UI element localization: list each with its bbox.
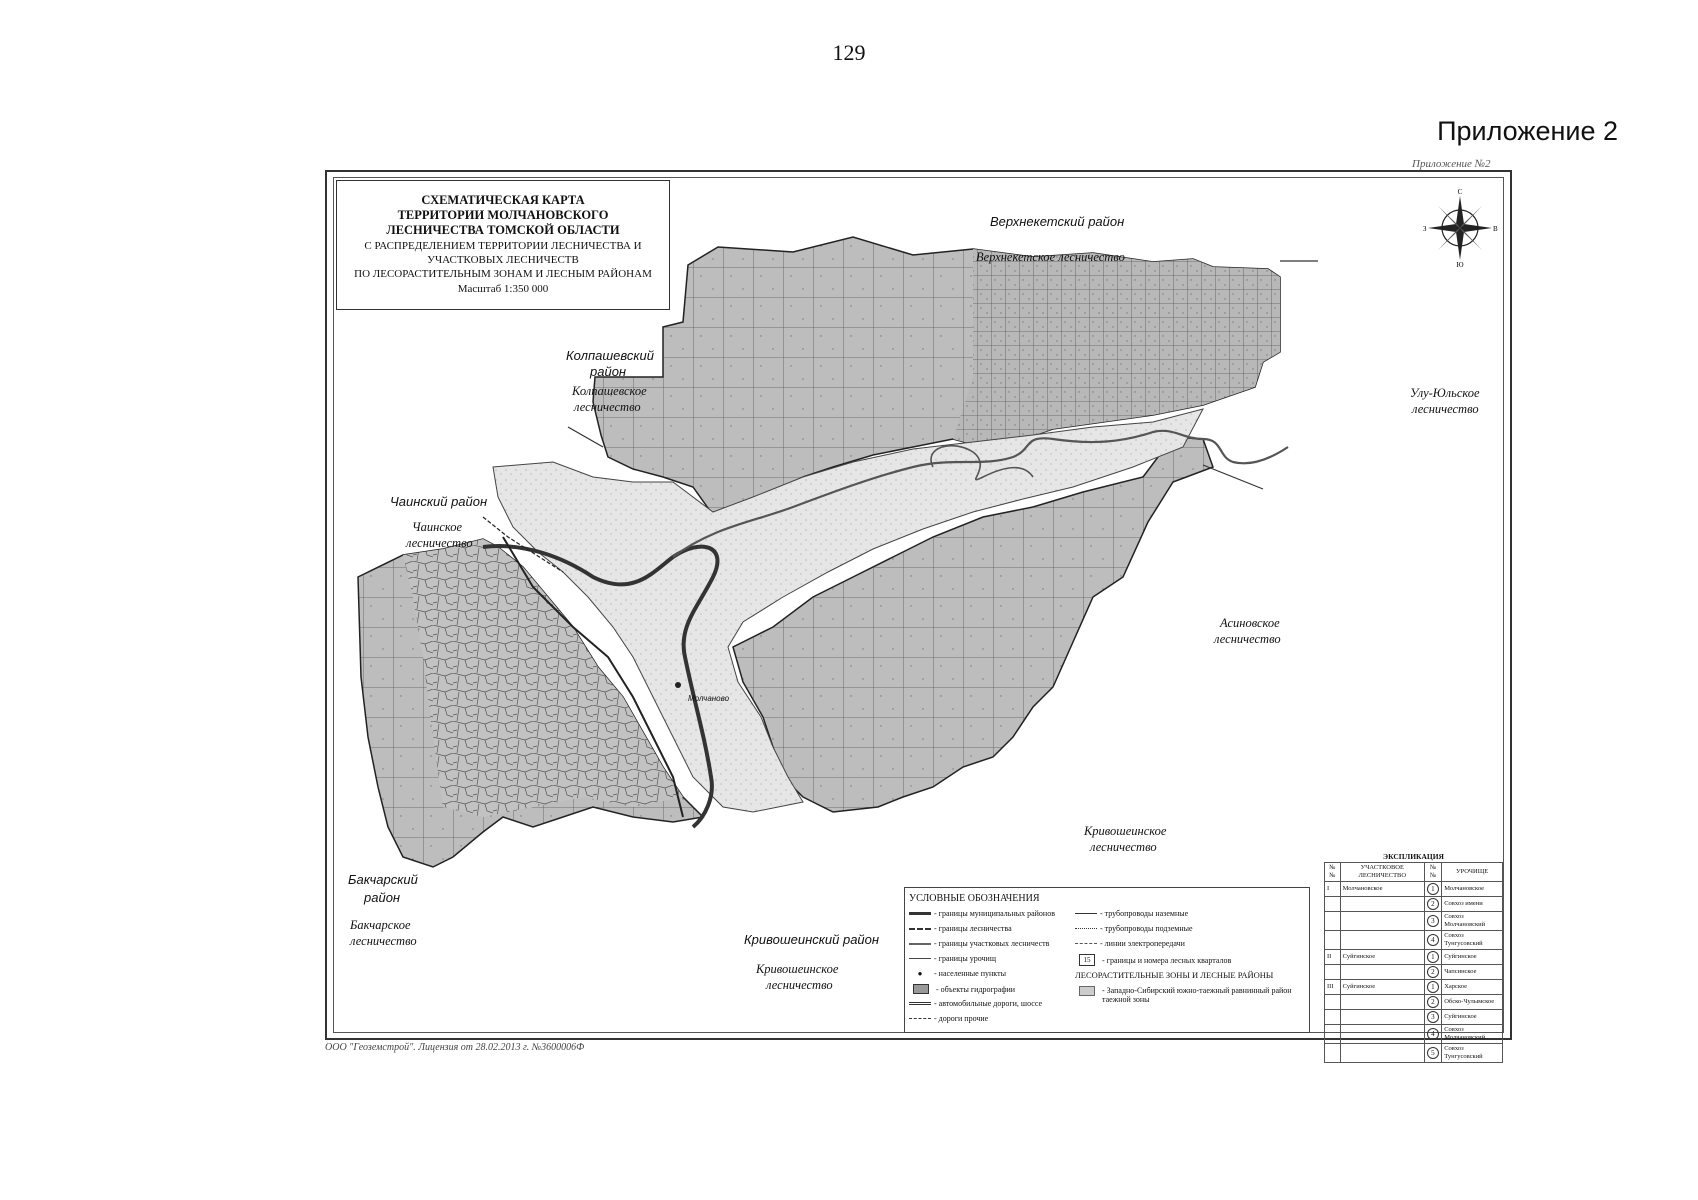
explication-col-no2: №№ xyxy=(1424,863,1441,882)
explication-col-forestry: УЧАСТКОВОЕ ЛЕСНИЧЕСТВО xyxy=(1340,863,1424,882)
label-verkhneketskoe-forestry: Верхнекетское лесничество xyxy=(976,250,1125,264)
label-chainskoe-forestry-1: Чаинское xyxy=(412,520,463,534)
label-krivosheinskoe-east-2: лесничество xyxy=(1090,840,1157,854)
label-ulu-yulskoe-1: Улу-Юльское xyxy=(1410,386,1480,400)
legend-item-highways: - автомобильные дороги, шоссе xyxy=(909,999,1042,1008)
eastern-forest-block xyxy=(953,249,1280,447)
compass-east: В xyxy=(1493,225,1498,233)
label-bakcharskoe-1: Бакчарское xyxy=(350,918,411,932)
label-asinovskoe-2: лесничество xyxy=(1214,632,1281,646)
table-row: I Молчановское 1 Молчановское xyxy=(1325,882,1503,897)
legend-heading: УСЛОВНЫЕ ОБОЗНАЧЕНИЯ xyxy=(909,893,1040,904)
explication-table xyxy=(1324,848,1503,1060)
table-row: 2 Чапсинское xyxy=(1325,965,1503,980)
legend-item-tract-boundary: - границы урочищ xyxy=(909,954,996,963)
appendix-small-label: Приложение №2 xyxy=(1412,158,1491,170)
explication-heading: ЭКСПЛИКАЦИЯ xyxy=(1383,852,1444,861)
table-row: II Суйгинское 1 Суйгинское xyxy=(1325,950,1503,965)
label-chainskoe-forestry-2: лесничество xyxy=(406,536,473,550)
label-krivosheinskoe-east-1: Кривошеинское xyxy=(1084,824,1167,838)
label-kolpashevsky-district-2: район xyxy=(590,364,627,379)
map-title-box xyxy=(336,180,670,310)
table-row: 2 Совхоз имени xyxy=(1325,897,1503,912)
district-boundary-ne xyxy=(1203,465,1263,489)
legend-item-municipal-boundary: - границы муниципальных районов xyxy=(909,909,1055,918)
legend-item-power-lines: - линии электропередачи xyxy=(1075,939,1185,948)
appendix-label: Приложение 2 xyxy=(1437,116,1618,146)
map-subtitle-line3: ПО ЛЕСОРАСТИТЕЛЬНЫМ ЗОНАМ И ЛЕСНЫМ РАЙОНАМ xyxy=(354,268,652,280)
legend-item-forestry-boundary: - границы лесничества xyxy=(909,924,1012,933)
district-boundary-west xyxy=(568,427,603,447)
label-chainsky-district: Чаинский район xyxy=(390,494,488,509)
map-title-line2: ТЕРРИТОРИИ МОЛЧАНОВСКОГО xyxy=(397,208,609,222)
map-legend xyxy=(904,887,1310,1033)
compass-north: С xyxy=(1457,188,1463,196)
molchanovo-settlement xyxy=(675,682,681,688)
map-subtitle-line1: С РАСПРЕДЕЛЕНИЕМ ТЕРРИТОРИИ ЛЕСНИЧЕСТВА И xyxy=(364,240,642,252)
label-bakcharsky-2: район xyxy=(364,890,401,905)
label-molchanovo: Молчаново xyxy=(688,694,730,703)
label-kolpashevsky-district-1: Колпашевский xyxy=(566,348,654,363)
quarter-sample: 15 xyxy=(1079,954,1095,966)
table-row: 3 Суйгинское xyxy=(1325,1010,1503,1025)
table-row: 3 Совхоз Молчановский xyxy=(1325,912,1503,931)
explication-col-no: №№ xyxy=(1325,863,1341,882)
table-row: 4 Совхоз Молчановский xyxy=(1325,1025,1503,1044)
map-title-line3: ЛЕСНИЧЕСТВА ТОМСКОЙ ОБЛАСТИ xyxy=(386,223,620,237)
map-title-line1: СХЕМАТИЧЕСКАЯ КАРТА xyxy=(421,193,585,207)
table-row: 4 Совхоз Тунгусовский xyxy=(1325,931,1503,950)
legend-item-pipelines-underground: - трубопроводы подземные xyxy=(1075,924,1193,933)
legend-item-settlements: ● - населенные пункты xyxy=(917,969,1006,978)
label-bakcharsky-1: Бакчарский xyxy=(348,872,418,887)
label-verkhneketsky-district: Верхнекетский район xyxy=(990,214,1125,229)
label-krivosheinskoe-south-2: лесничество xyxy=(766,978,833,992)
legend-item-zone: - Западно-Сибирский южно-таежный равнинный район таежной зоны xyxy=(1075,986,1305,1004)
table-row: 5 Совхоз Тунгусовский xyxy=(1325,1044,1503,1063)
label-ulu-yulskoe-2: лесничество xyxy=(1412,402,1479,416)
label-krivosheinskoe-south-1: Кривошеинское xyxy=(756,962,839,976)
legend-item-quarters: 15 - границы и номера лесных кварталов xyxy=(1075,954,1231,966)
compass-south: Ю xyxy=(1456,261,1464,268)
compass-west: З xyxy=(1423,225,1427,233)
table-row: 2 Обско-Чулымское xyxy=(1325,995,1503,1010)
legend-item-district-forestry-boundary: - границы участковых лесничеств xyxy=(909,939,1049,948)
table-row: III Суйгинское 1 Харское xyxy=(1325,980,1503,995)
legend-zones-heading: ЛЕСОРАСТИТЕЛЬНЫЕ ЗОНЫ И ЛЕСНЫЕ РАЙОНЫ xyxy=(1075,970,1274,980)
license-note: ООО "Геоземстрой". Лицензия от 28.02.2013 г. №3600006Ф xyxy=(325,1042,585,1053)
label-bakcharskoe-2: лесничество xyxy=(350,934,417,948)
legend-item-other-roads: - дороги прочие xyxy=(909,1014,988,1023)
label-asinovskoe-1: Асиновское xyxy=(1220,616,1280,630)
legend-item-pipelines-surface: - трубопроводы наземные xyxy=(1075,909,1188,918)
label-kolpashevskoe-forestry-1: Колпашевское xyxy=(572,384,647,398)
label-kolpashevskoe-forestry-2: лесничество xyxy=(574,400,641,414)
page-number: 129 xyxy=(832,40,866,65)
map-scale: Масштаб 1:350 000 xyxy=(457,283,549,295)
legend-item-hydrography: - объекты гидрографии xyxy=(909,984,1015,994)
explication-col-tract: УРОЧИЩЕ xyxy=(1442,863,1503,882)
map-subtitle-line2: УЧАСТКОВЫХ ЛЕСНИЧЕСТВ xyxy=(427,254,579,266)
label-krivosheinsky-district: Кривошеинский район xyxy=(744,932,880,947)
compass-rose-icon xyxy=(1420,188,1500,268)
